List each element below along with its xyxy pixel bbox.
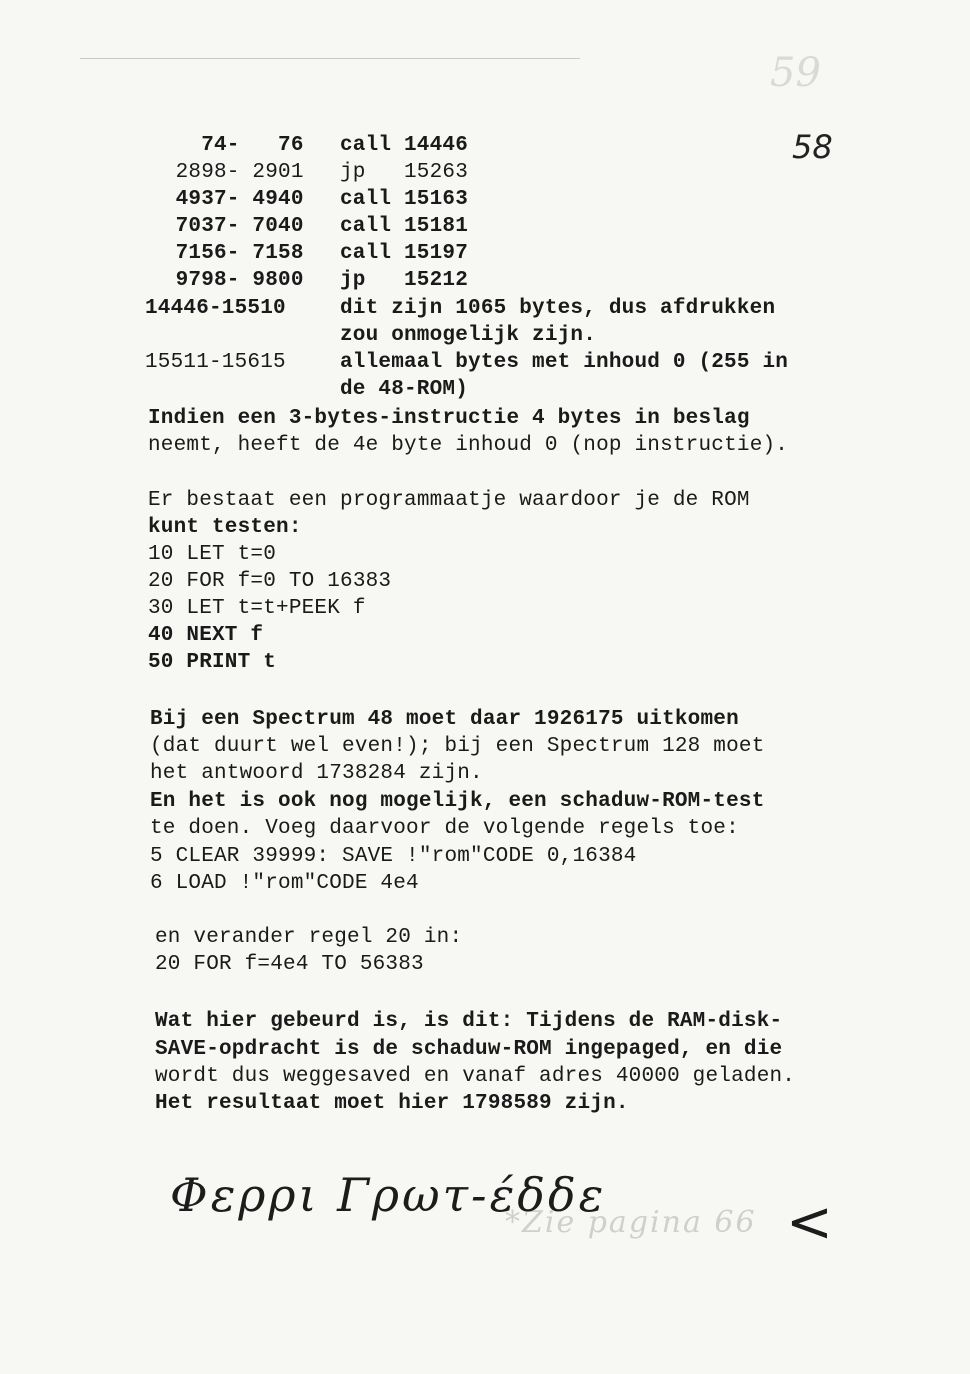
table-row: 74- 76 [150, 134, 304, 157]
table-row: call 15163 [340, 188, 469, 211]
paragraph-line: het antwoord 1738284 zijn. [150, 762, 483, 785]
program-line: 40 NEXT f [148, 624, 264, 647]
table-row: call 15197 [340, 242, 469, 265]
table-row: call 15181 [340, 215, 469, 238]
paragraph-line: wordt dus weggesaved en vanaf adres 40000 geladen. [155, 1065, 796, 1088]
table-row: dit zijn 1065 bytes, dus afdrukken [340, 297, 776, 320]
program-line: 30 LET t=t+PEEK f [148, 597, 366, 620]
ghost-handwriting: *Zie pagina 66 [505, 1205, 757, 1240]
paragraph-line: 6 LOAD !"rom"CODE 4e4 [150, 872, 419, 895]
paragraph-line: neemt, heeft de 4e byte inhoud 0 (nop instructie). [148, 434, 789, 457]
paragraph-line: te doen. Voeg daarvoor de volgende regels toe: [150, 817, 739, 840]
handwritten-signature: Φερρι Γρωτ-έδδε [170, 1168, 607, 1222]
table-row: allemaal bytes met inhoud 0 (255 in [340, 351, 789, 374]
table-row: 2898- 2901 [150, 161, 304, 184]
scan-line-top [80, 58, 580, 59]
table-row: jp 15212 [340, 269, 469, 292]
table-row: de 48-ROM) [340, 378, 469, 401]
paragraph-line: Het resultaat moet hier 1798589 zijn. [155, 1092, 629, 1115]
table-row: call 14446 [340, 134, 469, 157]
table-row: 15511-15615 [145, 351, 286, 374]
program-line: 50 PRINT t [148, 651, 277, 674]
corner-mark: < [786, 1190, 833, 1255]
page-number: 58 [792, 128, 833, 166]
table-row: jp 15263 [340, 161, 469, 184]
ghost-page-number: 59 [770, 50, 821, 96]
program-line: 20 FOR f=0 TO 16383 [148, 570, 392, 593]
paragraph-line: kunt testen: [148, 516, 302, 539]
paragraph-line: Er bestaat een programmaatje waardoor je de ROM [148, 489, 750, 512]
table-row: 7156- 7158 [150, 242, 304, 265]
paragraph-line: (dat duurt wel even!); bij een Spectrum 128 moet [150, 735, 765, 758]
paragraph-line: SAVE-opdracht is de schaduw-ROM ingepaged, en die [155, 1038, 783, 1061]
paragraph-line: Bij een Spectrum 48 moet daar 1926175 uitkomen [150, 708, 739, 731]
paragraph-line: en verander regel 20 in: [155, 926, 463, 949]
table-row: 7037- 7040 [150, 215, 304, 238]
table-row: zou onmogelijk zijn. [340, 324, 597, 347]
program-line: 10 LET t=0 [148, 543, 277, 566]
table-row: 9798- 9800 [150, 269, 304, 292]
table-row: 14446-15510 [145, 297, 286, 320]
paragraph-line: 5 CLEAR 39999: SAVE !"rom"CODE 0,16384 [150, 845, 637, 868]
paragraph-line: Indien een 3-bytes-instructie 4 bytes in beslag [148, 407, 750, 430]
table-row: 4937- 4940 [150, 188, 304, 211]
paragraph-line: En het is ook nog mogelijk, een schaduw-ROM-test [150, 790, 765, 813]
paragraph-line: Wat hier gebeurd is, is dit: Tijdens de RAM-disk- [155, 1010, 783, 1033]
paragraph-line: 20 FOR f=4e4 TO 56383 [155, 953, 424, 976]
